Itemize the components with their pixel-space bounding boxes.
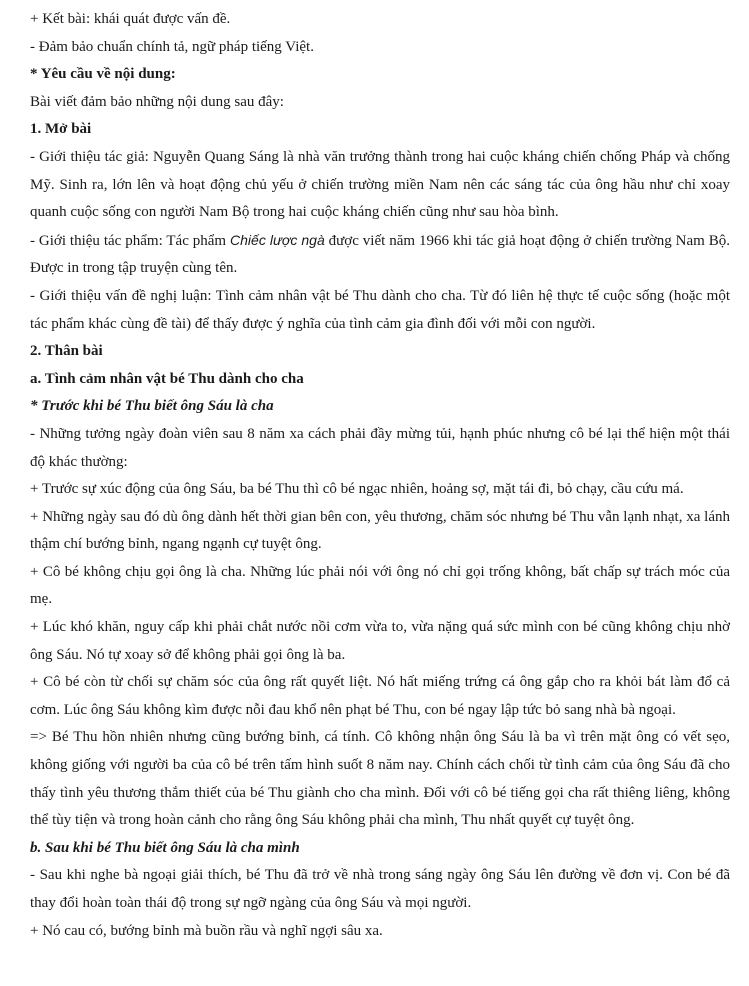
spelling-requirement: - Đảm bảo chuẩn chính tả, ngữ pháp tiếng Việt. bbox=[30, 38, 314, 55]
work-introduction-suffix: được viết năm 1966 khi tác giả hoạt động ở chiến trường Nam Bộ. Được in trong tập truyện cùng tên. bbox=[30, 232, 730, 277]
section-heading-introduction: 1. Mở bài bbox=[30, 121, 92, 138]
subheading-before-knowing: * Trước khi bé Thu biết ông Sáu là cha bbox=[30, 398, 274, 415]
content-requirements-heading: * Yêu cầu về nội dung: bbox=[30, 66, 176, 83]
reunion-paragraph: - Những tưởng ngày đoàn viên sau 8 năm xa cách phải đầy mừng tủi, hạnh phúc nhưng cô bé lại thể hiện một thái độ khác thường: bbox=[30, 425, 730, 470]
work-introduction-prefix: - Giới thiệu tác phẩm: Tác phẩm bbox=[30, 232, 231, 249]
author-introduction: - Giới thiệu tác giả: Nguyễn Quang Sáng là nhà văn trưởng thành trong hai cuộc kháng chiến chống Pháp và chống Mỹ. Sinh ra, lớn lên và hoạt động chủ yếu ở chiến trường miền Nam nên các sáng tác của ông hầu như chỉ xoay quanh cuộc sống con người Nam Bộ trong hai cuộc kháng chiến cũng như sau hòa bình. bbox=[30, 148, 730, 221]
rice-pot-bullet: + Lúc khó khăn, nguy cấp khi phải chắt nước nồi cơm vừa to, vừa nặng quá sức mình con bé cũng không chịu nhờ ông Sáu. Nó tự xoay sở để không phải gọi ông là ba. bbox=[30, 619, 730, 663]
cold-attitude-bullet: + Những ngày sau đó dù ông dành hết thời gian bên con, yêu thương, chăm sóc nhưng bé Thu vẫn lạnh nhạt, xa lánh thậm chí bướng bỉnh, ngang ngạnh cự tuyệt ông. bbox=[30, 508, 730, 553]
egg-refusal-bullet: + Cô bé còn từ chối sự chăm sóc của ông rất quyết liệt. Nó hất miếng trứng cá ông gắp cho ra khỏi bát làm đổ cả cơm. Lúc ông Sáu không kìm được nỗi đau khổ nên phạt bé Thu, con bé ngay lập tức bỏ sang nhà bà ngoại. bbox=[30, 674, 730, 718]
subsection-heading-a: a. Tình cảm nhân vật bé Thu dành cho cha bbox=[30, 370, 304, 387]
sullen-bullet: + Nó cau có, bướng bỉnh mà buồn rầu và nghĩ ngợi sâu xa. bbox=[30, 922, 383, 939]
return-home-paragraph: - Sau khi nghe bà ngoại giải thích, bé Thu đã trở về nhà trong sáng ngày ông Sáu lên đường về đơn vị. Con bé đã thay đổi hoàn toàn thái độ trong sự ngỡ ngàng của ông Sáu và mọi người. bbox=[30, 867, 730, 911]
issue-introduction: - Giới thiệu vấn đề nghị luận: Tình cảm nhân vật bé Thu dành cho cha. Từ đó liên hệ thực tế cuộc sống (hoặc một tác phẩm khác cùng đề tài) để thấy được ý nghĩa của tình cảm gia đình đối với mỗi con người. bbox=[30, 287, 730, 332]
conclusion-paragraph: => Bé Thu hồn nhiên nhưng cũng bướng bỉnh, cá tính. Cô không nhận ông Sáu là ba vì trên mặt ông có vết sẹo, không giống với người ba của cô bé trên tấm hình suốt 8 năm nay. Chính cách chối từ tình cảm của ông Sáu đã cho thấy tình yêu thương thắm thiết của bé Thu giành cho cha mình. Đối với cô bé tiếng gọi cha rất thiêng liêng, không thể tùy tiện và trong hoàn cảnh cho rằng ông Sáu không phải cha mình, Thu nhất quyết cự tuyệt ông. bbox=[30, 729, 730, 829]
conclusion-requirement: + Kết bài: khái quát được vấn đề. bbox=[30, 11, 231, 27]
section-heading-body: 2. Thân bài bbox=[30, 343, 103, 360]
subheading-after-knowing: b. Sau khi bé Thu biết ông Sáu là cha mình bbox=[30, 839, 300, 856]
work-introduction bbox=[30, 227, 730, 283]
refusal-to-call-bullet: + Cô bé không chịu gọi ông là cha. Những lúc phải nói với ông nó chỉ gọi trống không, bất chấp sự trách móc của mẹ. bbox=[30, 563, 730, 608]
work-title: Chiếc lược ngà bbox=[230, 231, 325, 248]
content-requirements-intro: Bài viết đảm bảo những nội dung sau đây: bbox=[30, 93, 284, 110]
document-page bbox=[30, 6, 730, 945]
reaction-bullet: + Trước sự xúc động của ông Sáu, ba bé Thu thì cô bé ngạc nhiên, hoảng sợ, mặt tái đi, bỏ chạy, cầu cứu má. bbox=[30, 481, 684, 498]
